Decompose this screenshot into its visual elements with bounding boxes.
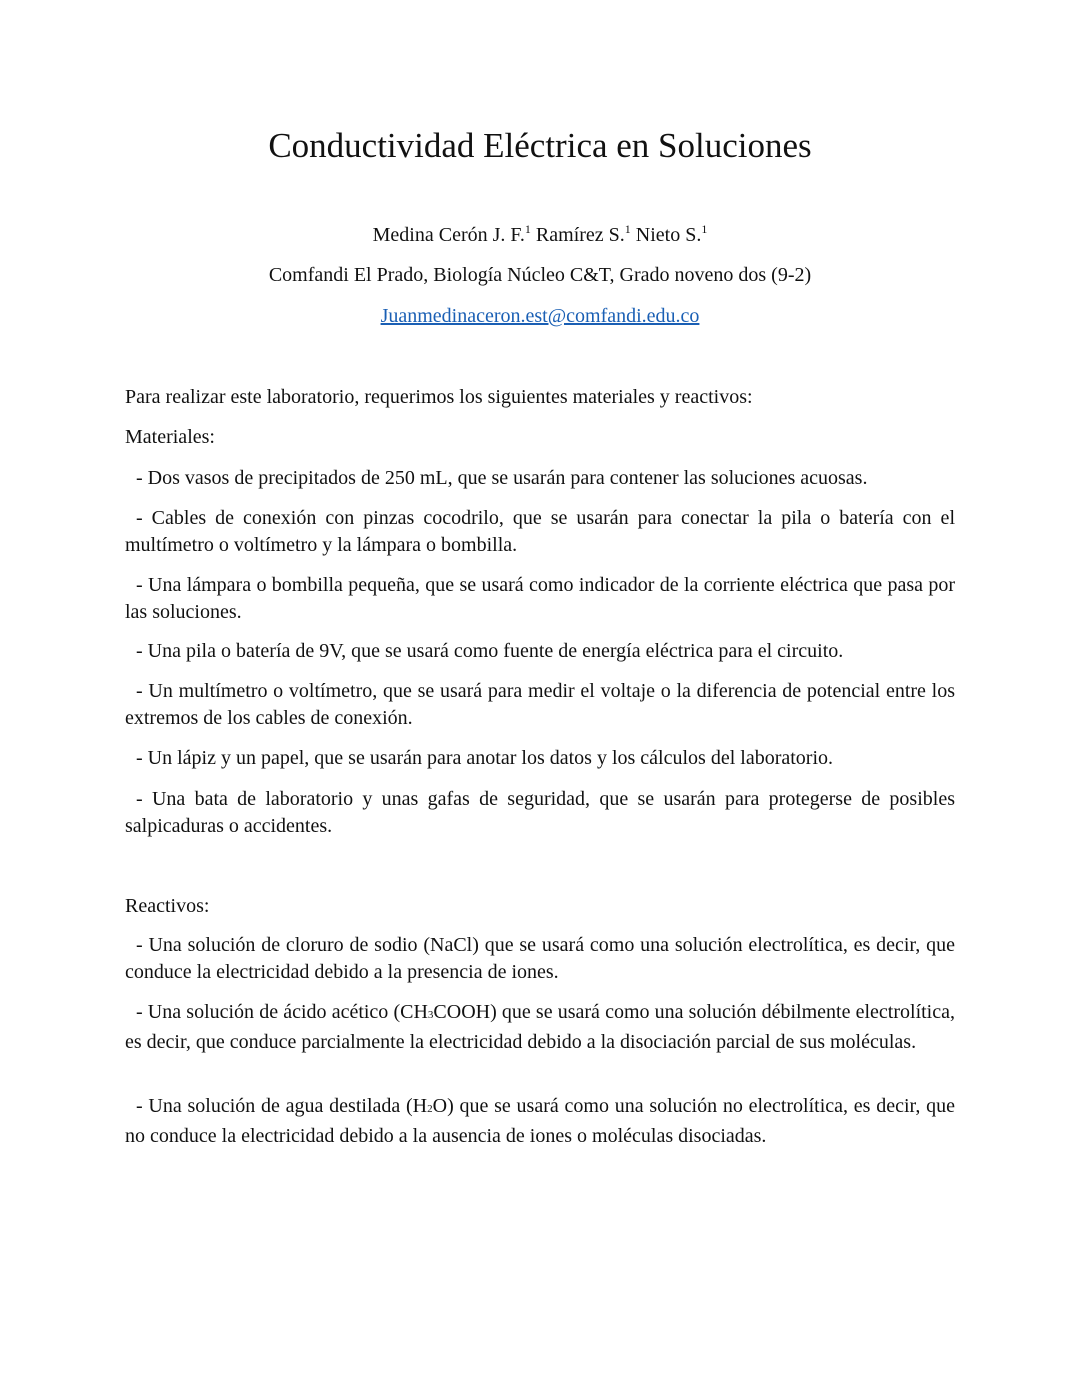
subscript: 3	[427, 1009, 434, 1021]
materials-item: - Un lápiz y un papel, que se usarán para anotar los datos y los cálculos del laboratorio.	[136, 747, 834, 769]
materials-item: - Una pila o batería de 9V, que se usará como fuente de energía eléctrica para el circuito.	[136, 640, 844, 662]
materials-item: - Dos vasos de precipitados de 250 mL, que se usarán para contener las soluciones acuosas.	[136, 467, 868, 489]
materials-item: - Una lámpara o bombilla pequeña, que se usará como indicador de la corriente eléctrica que pasa por las soluciones.	[125, 574, 955, 623]
author-affiliation-mark: 1	[701, 222, 708, 236]
author-name: Ramírez S.	[535, 224, 625, 246]
affiliation-line: Comfandi El Prado, Biología Núcleo C&T, Grado noveno dos (9-2)	[268, 264, 812, 286]
author-line	[0, 222, 1080, 248]
materials-item: - Un multímetro o voltímetro, que se usará para medir el voltaje o la diferencia de potencial entre los extremos de los cables de conexión.	[125, 680, 955, 729]
materials-item: - Una bata de laboratorio y unas gafas de seguridad, que se usarán para protegerse de posibles salpicaduras o accidentes.	[125, 788, 955, 837]
document-title: Conductividad Eléctrica en Soluciones	[268, 126, 812, 165]
reagents-item: - Una solución de agua destilada (H2O) que se usará como una solución no electrolítica, es decir, que no conduce la electricidad debido a la ausencia de iones o moléculas disociadas.	[125, 1095, 956, 1147]
reagents-heading: Reactivos:	[125, 895, 210, 917]
subscript: 2	[427, 1103, 433, 1115]
intro-paragraph: Para realizar este laboratorio, requerimos los siguientes materiales y reactivos:	[125, 386, 753, 408]
author-name: Medina Cerón J. F.	[372, 224, 525, 246]
materials-heading: Materiales:	[125, 426, 215, 448]
reagents-item: - Una solución de ácido acético (CH3COOH) que se usará como una solución débilmente electrolítica, es decir, que conduce parcialmente la electricidad debido a la disociación parcial de sus moléculas.	[125, 1001, 955, 1053]
email-link[interactable]: Juanmedinaceron.est@comfandi.edu.co	[380, 305, 700, 327]
author-name: Nieto S.	[635, 224, 702, 246]
author-affiliation-mark: 1	[624, 222, 631, 236]
materials-item: - Cables de conexión con pinzas cocodrilo, que se usarán para conectar la pila o batería con el multímetro o voltímetro y la lámpara o bombilla.	[125, 507, 955, 556]
reagents-item: - Una solución de cloruro de sodio (NaCl) que se usará como una solución electrolítica, es decir, que conduce la electricidad debido a la presencia de iones.	[125, 934, 955, 983]
author-affiliation-mark: 1	[524, 222, 531, 236]
